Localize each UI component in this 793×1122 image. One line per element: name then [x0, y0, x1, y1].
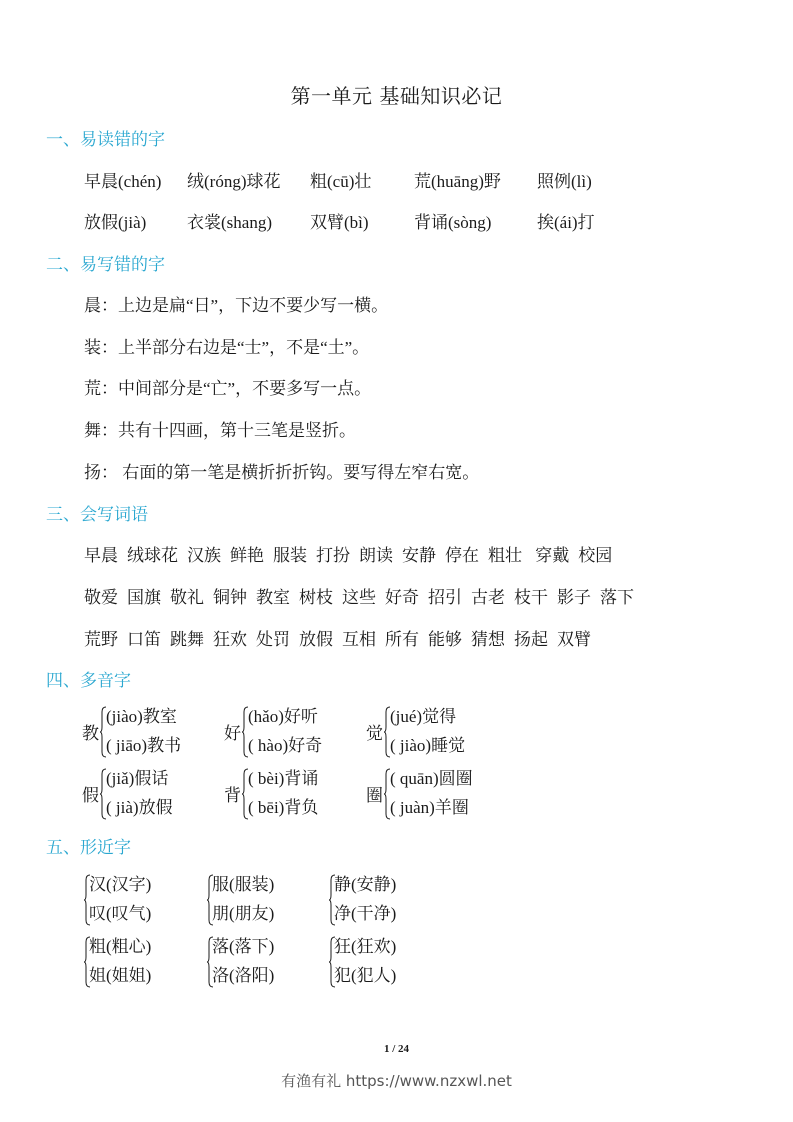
- polyphone-char: 觉: [366, 724, 383, 743]
- polyphone-char: 背: [224, 786, 241, 805]
- polyphone-reading: ( jiào)睡觉: [390, 736, 466, 755]
- pinyin-item: 背诵(sòng): [414, 213, 492, 232]
- vocab-word: 粗壮: [488, 546, 522, 565]
- vocab-row-2: [84, 583, 643, 608]
- pinyin-item: 粗(cū)壮: [310, 172, 372, 191]
- writing-note: 舞：共有十四画，第十三笔是竖折。: [84, 421, 356, 440]
- section-heading-4: 四、多音字: [46, 671, 131, 691]
- vocab-word: 打扮: [316, 546, 350, 565]
- pinyin-item: 绒(róng)球花: [187, 172, 281, 191]
- similar-char: 落(落下): [212, 937, 275, 956]
- polyphone-reading: ( juàn)羊圈: [390, 798, 469, 817]
- writing-note: 荒：中间部分是“亡”，不要多写一点。: [84, 379, 372, 398]
- polyphone-reading: ( jià)放假: [106, 798, 173, 817]
- page-number: 1 / 24: [383, 1043, 410, 1055]
- polyphone-char: 假: [82, 786, 99, 805]
- vocab-word: 早晨: [84, 546, 118, 565]
- polyphone-reading: (hǎo)好听: [248, 707, 318, 726]
- polyphone-reading: (jiào)教室: [106, 707, 177, 726]
- section-heading-1: 一、易读错的字: [46, 130, 165, 150]
- vocab-word: 互相: [342, 630, 376, 649]
- vocab-word: 教室: [256, 588, 290, 607]
- vocab-word: 处罚: [256, 630, 290, 649]
- watermark: 有渔有礼 https://www.nzxwl.net: [281, 1072, 512, 1090]
- vocab-word: 校园: [578, 546, 613, 565]
- similar-char: 静(安静): [334, 875, 397, 894]
- vocab-row-1: [84, 541, 621, 566]
- pinyin-item: 早晨(chén): [84, 172, 162, 191]
- similar-char: 狂(狂欢): [334, 937, 397, 956]
- pinyin-item: 衣裳(shang): [187, 213, 272, 232]
- vocab-word: 双臂: [557, 630, 591, 649]
- similar-char: 洛(洛阳): [212, 966, 275, 985]
- vocab-word: 荒野: [84, 630, 118, 649]
- vocab-word: 朗读: [359, 546, 393, 565]
- similar-char: 服(服装): [212, 875, 275, 894]
- polyphone-reading: (jiǎ)假话: [106, 769, 169, 788]
- polyphone-char: 教: [82, 724, 99, 743]
- polyphone-char: 好: [224, 724, 241, 743]
- polyphone-char: 圈: [366, 786, 383, 805]
- vocab-word: 影子: [557, 588, 591, 607]
- vocab-word: 枝干: [514, 588, 548, 607]
- vocab-word: 国旗: [127, 588, 161, 607]
- writing-note: 扬： 右面的第一笔是横折折折钩。要写得左窄右宽。: [84, 463, 480, 482]
- vocab-word: 汉族: [187, 546, 221, 565]
- vocab-word: 绒球花: [127, 546, 178, 565]
- vocab-word: 敬爱: [84, 588, 118, 607]
- vocab-word: 招引: [428, 588, 462, 607]
- similar-char: 叹(叹气): [89, 904, 152, 923]
- vocab-word: 所有: [385, 630, 419, 649]
- similar-char: 粗(粗心): [89, 937, 152, 956]
- vocab-word: 跳舞: [170, 630, 204, 649]
- vocab-word: 口笛: [127, 630, 161, 649]
- pinyin-item: 双臂(bì): [310, 213, 369, 232]
- vocab-word: 狂欢: [213, 630, 247, 649]
- polyphone-reading: ( bèi)背诵: [248, 769, 319, 788]
- polyphone-reading: ( bēi)背负: [248, 798, 319, 817]
- vocab-word: 穿戴: [531, 546, 570, 565]
- similar-char: 姐(姐姐): [89, 966, 152, 985]
- page-title: 第一单元 基础知识必记: [290, 84, 503, 108]
- vocab-row-3: [84, 625, 600, 650]
- similar-char: 犯(犯人): [334, 966, 397, 985]
- pinyin-item: 荒(huāng)野: [414, 172, 501, 191]
- vocab-word: 鲜艳: [230, 546, 264, 565]
- vocab-word: 敬礼: [170, 588, 204, 607]
- writing-note: 装：上半部分右边是“士”，不是“土”。: [84, 338, 370, 357]
- vocab-word: 猜想: [471, 630, 505, 649]
- polyphone-reading: (jué)觉得: [390, 707, 457, 726]
- pinyin-item: 放假(jià): [84, 213, 147, 232]
- vocab-word: 停在: [445, 546, 479, 565]
- vocab-word: 好奇: [385, 588, 419, 607]
- section-heading-5: 五、形近字: [46, 838, 131, 858]
- similar-char: 汉(汉字): [89, 875, 152, 894]
- section-heading-3: 三、会写词语: [46, 505, 148, 525]
- vocab-word: 这些: [342, 588, 376, 607]
- vocab-word: 放假: [299, 630, 333, 649]
- vocab-word: 服装: [273, 546, 307, 565]
- similar-char: 净(干净): [334, 904, 397, 923]
- writing-note: 晨：上边是扁“日”，下边不要少写一横。: [84, 296, 389, 315]
- pinyin-item: 照例(lì): [537, 172, 592, 191]
- vocab-word: 铜钟: [213, 588, 247, 607]
- vocab-word: 落下: [600, 588, 634, 607]
- polyphone-reading: ( jiāo)教书: [106, 736, 182, 755]
- polyphone-reading: ( hào)好奇: [248, 736, 323, 755]
- similar-char: 朋(朋友): [212, 904, 275, 923]
- vocab-word: 树枝: [299, 588, 333, 607]
- vocab-word: 扬起: [514, 630, 548, 649]
- vocab-word: 古老: [471, 588, 505, 607]
- section-heading-2: 二、易写错的字: [46, 255, 165, 275]
- pinyin-item: 挨(ái)打: [537, 213, 595, 232]
- vocab-word: 安静: [402, 546, 436, 565]
- polyphone-reading: ( quān)圆圈: [390, 769, 473, 788]
- vocab-word: 能够: [428, 630, 462, 649]
